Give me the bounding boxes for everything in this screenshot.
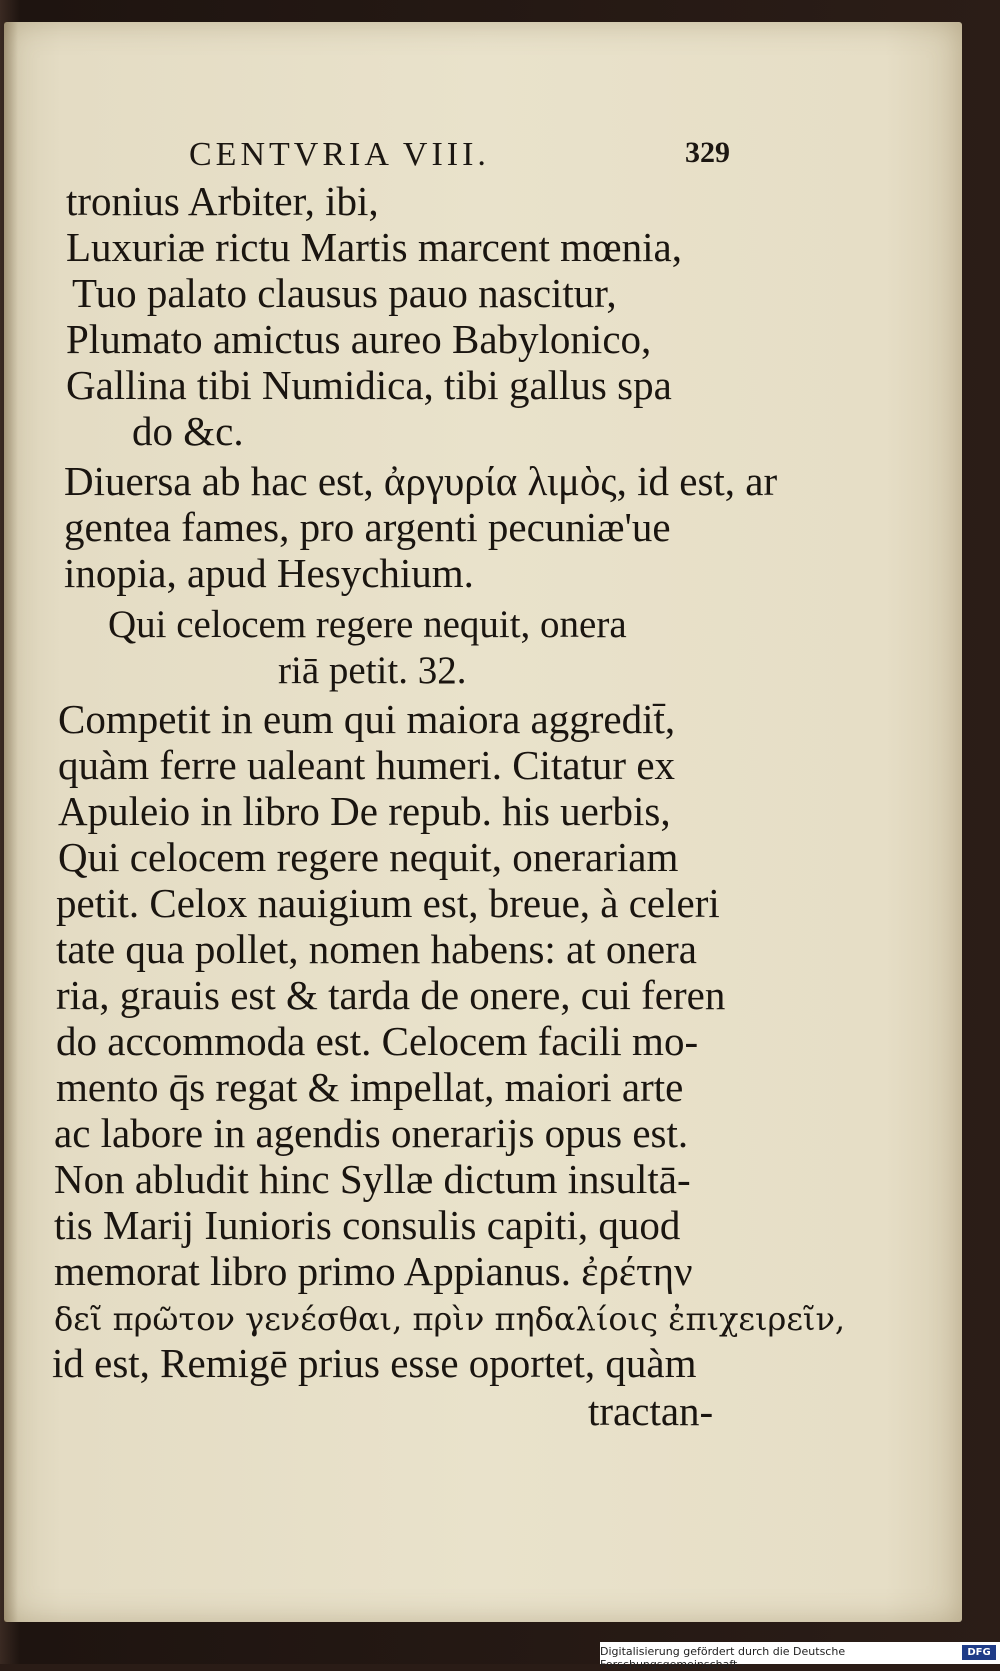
text-line: id est, Remigē prius esse oportet, quàm xyxy=(52,1340,697,1386)
text-line: ria, grauis est & tarda de onere, cui feren xyxy=(56,972,726,1018)
digitization-credit: Digitalisierung gefördert durch die Deutsche Forschungsgemeinschaft - xyxy=(600,1645,846,1671)
text-line: Qui celocem regere nequit, onerariam xyxy=(58,834,679,880)
text-line: do &c. xyxy=(132,408,244,454)
text-line: inopia, apud Hesychium. xyxy=(64,550,474,596)
text-line: Luxuriæ rictu Martis marcent mœnia, xyxy=(66,224,682,270)
running-head xyxy=(4,128,962,178)
proverb-heading: Qui celocem regere nequit, onera xyxy=(108,603,627,646)
digitization-credit-bar xyxy=(600,1642,1000,1671)
text-line: do accommoda est. Celocem facili mo- xyxy=(56,1018,699,1064)
catchword: tractan- xyxy=(588,1388,714,1434)
text-line: Gallina tibi Numidica, tibi gallus spa xyxy=(66,362,672,408)
text-line: tate qua pollet, nomen habens: at onera xyxy=(56,926,697,972)
page-gutter-shadow xyxy=(4,22,18,1622)
running-title: CENTVRIA VIII. xyxy=(189,136,490,173)
text-line: ac labore in agendis onerarijs opus est. xyxy=(54,1110,689,1156)
text-line: tis Marij Iunioris consulis capiti, quod xyxy=(54,1202,681,1248)
page-number: 329 xyxy=(685,136,730,169)
text-line: gentea fames, pro argenti pecuniæ'ue xyxy=(64,504,671,550)
proverb-heading: riā petit. 32. xyxy=(278,649,467,692)
text-line: petit. Celox nauigium est, breue, à celeri xyxy=(56,880,720,926)
text-line: quàm ferre ualeant humeri. Citatur ex xyxy=(58,742,676,788)
text-line: Diuersa ab hac est, ἀργυρία λιμὸς, id est, ar xyxy=(64,458,778,504)
text-line: Plumato amictus aureo Babylonico, xyxy=(66,316,652,362)
text-line: memorat libro primo Appianus. ἐρέτην xyxy=(54,1248,693,1294)
text-line: tronius Arbiter, ibi, xyxy=(66,178,379,224)
text-line: Apuleio in libro De repub. his uerbis, xyxy=(58,788,671,834)
text-line: Non abludit hinc Syllæ dictum insultā- xyxy=(54,1156,691,1202)
text-line: Competit in eum qui maiora aggredit̄, xyxy=(58,696,676,742)
greek-line: δεῖ πρῶτον γενέσθαι, πρὶν πηδαλίοις ἐπιχειρεῖν, xyxy=(54,1300,846,1338)
book-page xyxy=(4,22,962,1622)
text-line: mento q̄s regat & impellat, maiori arte xyxy=(56,1064,684,1110)
text-line: Tuo palato clausus pauo nascitur, xyxy=(72,270,617,316)
dfg-logo-icon: DFG xyxy=(962,1645,996,1660)
